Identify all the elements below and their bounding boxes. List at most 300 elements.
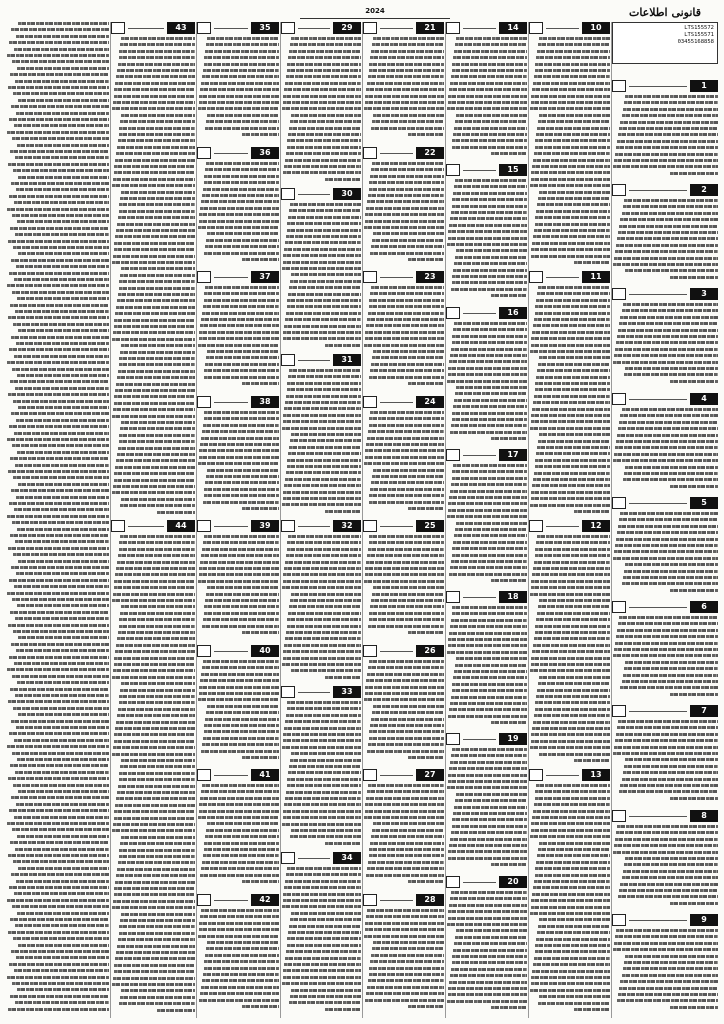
notice-tag-icon — [363, 396, 377, 408]
text-line — [118, 447, 195, 450]
text-line — [369, 730, 444, 733]
text-line — [623, 205, 718, 208]
text-line — [291, 593, 361, 596]
notice-header — [446, 22, 527, 34]
notice-block — [111, 22, 195, 520]
text-line — [13, 784, 109, 787]
notice-tag-icon — [281, 686, 295, 698]
text-line — [207, 114, 279, 117]
text-line — [449, 981, 527, 984]
text-line — [532, 573, 610, 576]
text-line — [623, 303, 718, 306]
text-line — [447, 515, 527, 518]
notice-block — [281, 686, 361, 852]
text-line — [539, 356, 610, 359]
text-line — [534, 472, 610, 475]
notice-rule — [629, 190, 687, 191]
text-line — [11, 259, 109, 262]
text-line — [284, 88, 361, 91]
text-line — [16, 649, 109, 652]
text-line — [456, 114, 527, 117]
text-line — [538, 682, 610, 685]
notice-number: 11 — [582, 271, 610, 283]
text-line — [288, 535, 361, 538]
text-line — [618, 231, 718, 234]
notice-tag-icon — [529, 520, 543, 532]
text-line — [670, 172, 718, 175]
notice-header — [446, 733, 527, 745]
text-line — [538, 605, 610, 608]
text-line — [447, 651, 527, 654]
text-line — [18, 252, 109, 255]
text-line — [119, 625, 195, 628]
text-line — [448, 95, 527, 98]
text-line — [114, 586, 195, 589]
text-line — [119, 133, 195, 136]
text-line — [622, 680, 718, 683]
text-line — [538, 925, 610, 928]
text-line — [365, 213, 444, 216]
text-line — [120, 351, 195, 354]
text-line — [288, 452, 361, 455]
text-line — [619, 616, 718, 619]
text-line — [623, 870, 718, 873]
text-line — [448, 774, 527, 777]
text-line — [204, 411, 279, 414]
text-line — [119, 778, 195, 781]
notice-rule — [380, 900, 413, 901]
text-line — [531, 829, 610, 832]
text-line — [367, 909, 444, 912]
text-line — [283, 650, 361, 653]
text-line — [204, 175, 279, 178]
text-line — [117, 868, 195, 871]
text-line — [366, 324, 444, 327]
text-line — [617, 726, 718, 729]
text-line — [450, 82, 527, 85]
text-line — [114, 402, 195, 405]
text-line — [623, 108, 718, 111]
text-line — [533, 82, 610, 85]
text-line — [452, 818, 527, 821]
text-line — [491, 437, 527, 440]
text-line — [623, 967, 718, 970]
text-line — [203, 973, 279, 976]
text-line — [206, 239, 279, 242]
text-line — [14, 739, 109, 742]
text-line — [534, 880, 610, 883]
text-line — [113, 178, 195, 181]
text-line — [8, 624, 109, 627]
notice-header — [281, 22, 361, 34]
text-line — [242, 133, 279, 136]
text-line — [116, 383, 195, 386]
text-line — [369, 967, 444, 970]
notice-rule — [629, 607, 687, 608]
notice-number: 40 — [251, 645, 279, 657]
text-line — [7, 592, 109, 595]
text-line — [530, 989, 610, 992]
text-line — [448, 644, 527, 647]
text-line — [7, 284, 109, 287]
text-line — [17, 451, 109, 454]
notice-tag-icon — [111, 22, 125, 34]
text-line — [613, 361, 718, 364]
text-line — [617, 140, 718, 143]
text-line — [121, 498, 195, 501]
text-line — [616, 538, 718, 541]
text-line — [285, 720, 361, 723]
notice-header — [446, 307, 527, 319]
text-line — [533, 721, 610, 724]
notice-tag-icon — [612, 393, 626, 405]
text-line — [371, 168, 444, 171]
text-line — [622, 114, 718, 117]
text-line — [199, 928, 279, 931]
text-line — [204, 605, 279, 608]
text-line — [16, 112, 109, 115]
text-line — [286, 471, 361, 474]
text-line — [452, 335, 527, 338]
notice-header — [612, 184, 718, 196]
text-line — [284, 165, 361, 168]
text-line — [283, 899, 361, 902]
text-line — [206, 593, 279, 596]
notice-header — [529, 22, 610, 34]
text-line — [115, 957, 195, 960]
text-line — [531, 414, 610, 417]
notice-block — [446, 164, 527, 306]
text-line — [207, 941, 279, 944]
text-line — [535, 465, 610, 468]
notice-number: 25 — [416, 520, 444, 532]
text-line — [286, 235, 361, 238]
text-line — [113, 823, 195, 826]
text-line — [285, 637, 361, 640]
text-line — [287, 69, 361, 72]
text-line — [367, 790, 444, 793]
notice-rule — [214, 526, 248, 527]
text-line — [15, 848, 109, 851]
text-line — [18, 944, 109, 947]
notice-header — [197, 645, 279, 657]
text-line — [531, 178, 610, 181]
text-line — [18, 560, 109, 563]
text-line — [491, 1006, 527, 1009]
text-line — [12, 675, 109, 678]
text-line — [454, 942, 527, 945]
text-line — [290, 439, 361, 442]
text-line — [368, 194, 444, 197]
notice-rule — [128, 526, 164, 527]
notice-rule — [380, 775, 413, 776]
text-line — [112, 676, 195, 679]
text-line — [204, 967, 279, 970]
text-line — [16, 880, 109, 883]
text-line — [114, 733, 195, 736]
text-line — [625, 857, 718, 860]
text-line — [204, 252, 279, 255]
text-line — [448, 237, 527, 240]
text-line — [367, 200, 444, 203]
text-line — [112, 983, 195, 986]
text-line — [366, 561, 444, 564]
text-line — [199, 95, 279, 98]
text-line — [283, 331, 361, 334]
text-line — [11, 412, 109, 415]
text-line — [117, 146, 195, 149]
notice-header — [197, 520, 279, 532]
text-line — [622, 212, 718, 215]
text-line — [200, 561, 279, 564]
text-line — [371, 286, 444, 289]
text-line — [624, 199, 718, 202]
text-line — [535, 548, 610, 551]
text-line — [8, 470, 109, 473]
text-line — [369, 305, 444, 308]
text-line — [14, 585, 109, 588]
text-line — [116, 459, 195, 462]
text-line — [614, 354, 718, 357]
text-line — [18, 636, 109, 639]
notice-number: 16 — [499, 307, 527, 319]
text-line — [287, 305, 361, 308]
text-line — [198, 580, 279, 583]
notice-rule — [629, 816, 687, 817]
text-line — [618, 895, 718, 898]
text-line — [537, 292, 610, 295]
text-line — [13, 553, 109, 556]
text-line — [284, 567, 361, 570]
text-line — [531, 95, 610, 98]
text-line — [453, 812, 527, 815]
text-line — [288, 931, 361, 934]
text-line — [287, 944, 361, 947]
text-line — [13, 400, 109, 403]
text-line — [372, 162, 444, 165]
notice-header — [612, 914, 718, 926]
text-line — [206, 475, 279, 478]
text-line — [10, 227, 109, 230]
text-line — [115, 650, 195, 653]
text-line — [369, 417, 444, 420]
text-line — [205, 599, 279, 602]
text-line — [285, 880, 361, 883]
text-line — [13, 92, 109, 95]
notice-rule — [546, 28, 579, 29]
text-line — [201, 200, 279, 203]
text-line — [448, 230, 527, 233]
text-line — [112, 184, 195, 187]
text-line — [115, 235, 195, 238]
text-line — [117, 376, 195, 379]
text-line — [283, 491, 361, 494]
text-line — [451, 891, 527, 894]
notice-header — [529, 769, 610, 781]
notice-rule — [380, 651, 413, 652]
notice-rule — [380, 28, 413, 29]
text-line — [202, 430, 279, 433]
text-line — [533, 644, 610, 647]
notice-number: 17 — [499, 449, 527, 461]
text-line — [534, 229, 610, 232]
notice-rule — [629, 86, 687, 87]
text-line — [13, 323, 109, 326]
text-line — [530, 184, 610, 187]
text-line — [534, 957, 610, 960]
text-line — [371, 481, 444, 484]
notice-block — [446, 876, 527, 1018]
text-line — [364, 462, 444, 465]
text-line — [536, 938, 610, 941]
text-line — [615, 739, 718, 742]
notice-rule — [629, 711, 687, 712]
text-line — [534, 75, 610, 78]
notice-number: 30 — [333, 188, 361, 200]
text-line — [118, 708, 195, 711]
text-line — [365, 101, 444, 104]
notice-block — [281, 22, 361, 188]
text-line — [369, 69, 444, 72]
text-line — [204, 848, 279, 851]
notice-block — [612, 914, 718, 1018]
notice-tag-icon — [446, 164, 460, 176]
notice-number: 35 — [251, 22, 279, 34]
text-line — [408, 258, 444, 261]
notice-rule — [298, 526, 330, 527]
text-line — [283, 254, 361, 257]
text-line — [623, 771, 718, 774]
text-line — [117, 561, 195, 564]
text-line — [7, 822, 109, 825]
column-2 — [529, 22, 610, 1018]
text-line — [16, 188, 109, 191]
text-line — [8, 163, 109, 166]
text-line — [370, 292, 444, 295]
text-line — [614, 648, 718, 651]
text-line — [10, 150, 109, 153]
text-line — [530, 746, 610, 749]
text-line — [452, 198, 527, 201]
text-line — [200, 679, 279, 682]
text-line — [119, 855, 195, 858]
text-line — [449, 767, 527, 770]
text-line — [204, 56, 279, 59]
text-line — [121, 37, 195, 40]
text-line — [9, 579, 109, 582]
text-line — [615, 642, 718, 645]
text-line — [120, 689, 195, 692]
notice-block — [446, 22, 527, 164]
masthead-date: 2024 — [300, 4, 450, 19]
notice-block — [281, 188, 361, 354]
text-line — [535, 554, 610, 557]
notice-header — [281, 686, 361, 698]
notice-number: 28 — [416, 894, 444, 906]
text-line — [290, 918, 361, 921]
text-line — [119, 772, 195, 775]
text-line — [535, 631, 610, 634]
text-line — [448, 509, 527, 512]
column-6 — [197, 22, 279, 1018]
text-line — [207, 705, 279, 708]
text-line — [115, 804, 195, 807]
text-line — [450, 490, 527, 493]
text-line — [199, 573, 279, 576]
text-line — [624, 765, 718, 768]
text-line — [538, 440, 610, 443]
text-line — [533, 324, 610, 327]
text-line — [8, 547, 109, 550]
text-line — [8, 393, 109, 396]
text-line — [616, 146, 718, 149]
text-line — [456, 37, 527, 40]
text-line — [205, 127, 279, 130]
text-line — [287, 222, 361, 225]
text-line — [455, 120, 527, 123]
text-line — [204, 842, 279, 845]
text-line — [532, 242, 610, 245]
notice-block — [446, 591, 527, 733]
text-line — [114, 887, 195, 890]
notice-tag-icon — [612, 497, 626, 509]
text-line — [447, 380, 527, 383]
text-line — [534, 803, 610, 806]
text-line — [366, 797, 444, 800]
text-line — [614, 844, 718, 847]
text-line — [532, 893, 610, 896]
text-line — [15, 156, 109, 159]
text-line — [198, 935, 279, 938]
text-line — [202, 548, 279, 551]
notice-tag-icon — [363, 894, 377, 906]
notice-tag-icon — [363, 271, 377, 283]
notice-number: 34 — [333, 852, 361, 864]
text-line — [112, 491, 195, 494]
text-line — [115, 573, 195, 576]
notice-number: 21 — [416, 22, 444, 34]
text-line — [365, 686, 444, 689]
text-line — [16, 342, 109, 345]
text-line — [118, 139, 195, 142]
notice-header — [363, 22, 444, 34]
text-line — [450, 217, 527, 220]
text-line — [618, 427, 718, 430]
notice-number: 37 — [251, 271, 279, 283]
text-line — [453, 676, 527, 679]
text-line — [532, 650, 610, 653]
text-line — [365, 449, 444, 452]
notice-header — [446, 164, 527, 176]
text-line — [8, 240, 109, 243]
text-line — [371, 50, 444, 53]
text-line — [15, 464, 109, 467]
text-line — [207, 586, 279, 589]
text-line — [17, 681, 109, 684]
notice-number: 32 — [333, 520, 361, 532]
text-line — [452, 412, 527, 415]
text-line — [450, 897, 527, 900]
text-line — [206, 829, 279, 832]
text-line — [619, 127, 718, 130]
text-line — [368, 548, 444, 551]
text-line — [368, 312, 444, 315]
contact-line: LTS155572 — [684, 25, 714, 31]
text-line — [242, 880, 279, 883]
notice-number: 44 — [167, 520, 195, 532]
notice-tag-icon — [197, 894, 211, 906]
text-line — [670, 380, 718, 383]
